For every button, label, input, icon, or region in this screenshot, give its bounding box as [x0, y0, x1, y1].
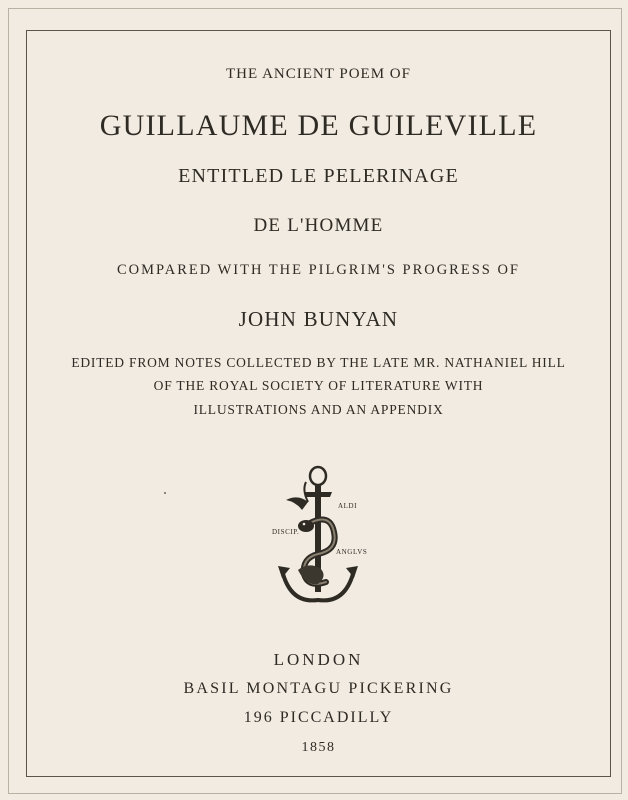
imprint-city: LONDON: [273, 650, 364, 669]
imprint-year: 1858: [301, 740, 336, 755]
author-name: GUILLAUME DE GUILEVILLE: [99, 109, 538, 142]
device-word-aldi: ALDI: [338, 502, 358, 510]
device-word-anglus: ANGLVS: [336, 548, 368, 556]
title-line-1: THE ANCIENT POEM OF: [226, 66, 411, 82]
title-line-3: ENTITLED LE PELERINAGE: [178, 165, 459, 187]
bunyan-name: JOHN BUNYAN: [238, 307, 399, 331]
title-line-4: DE L'HOMME: [253, 215, 384, 236]
imprint-address: 196 PICCADILLY: [243, 709, 394, 726]
device-word-discip: DISCIP.: [272, 528, 300, 536]
imprint-publisher: BASIL MONTAGU PICKERING: [183, 680, 454, 697]
edited-line-3: ILLUSTRATIONS AND AN APPENDIX: [193, 402, 444, 417]
anchor-dolphin-icon: [268, 462, 388, 612]
edited-line-2: OF THE ROYAL SOCIETY OF LITERATURE WITH: [153, 378, 484, 393]
paper-speck: [164, 492, 166, 494]
title-line-5: COMPARED WITH THE PILGRIM'S PROGRESS OF: [116, 262, 521, 278]
edited-line-1: EDITED FROM NOTES COLLECTED BY THE LATE MR. NATHANIEL HILL: [71, 355, 566, 370]
